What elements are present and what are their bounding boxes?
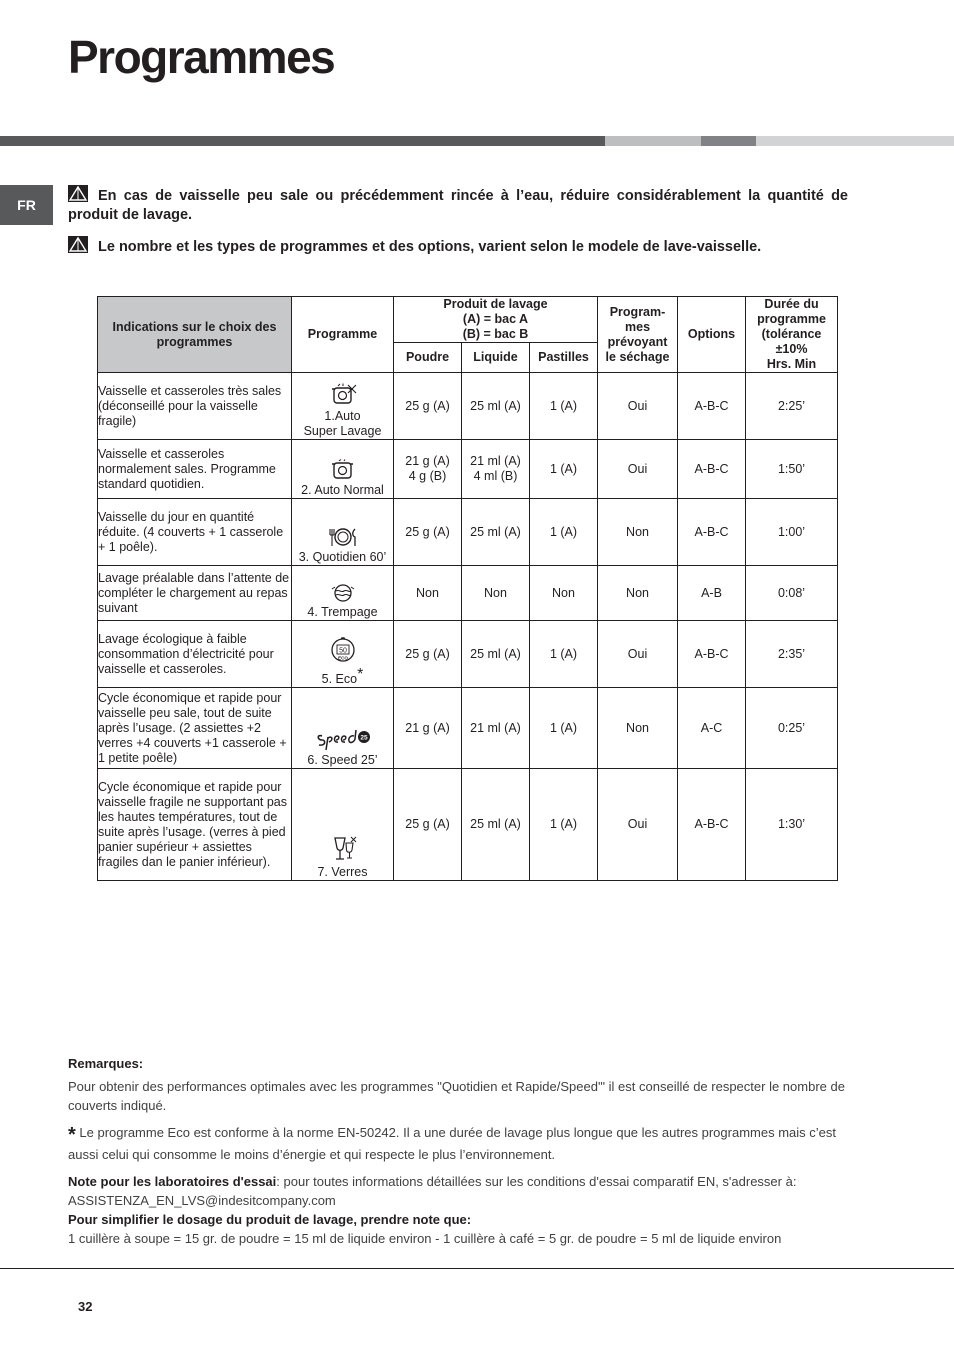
liquide-value: 21 ml (A) xyxy=(462,688,530,769)
programme-name: 7. Verres xyxy=(317,865,368,879)
header-duree-line: programme xyxy=(757,312,826,326)
soak-icon xyxy=(328,583,358,603)
header-produit-line: Produit de lavage xyxy=(443,297,548,311)
duree-value: 2:35’ xyxy=(746,621,838,688)
options-value: A-B-C xyxy=(678,499,746,566)
header-duree-line: ±10% xyxy=(775,342,808,356)
dosage-title: Pour simplifier le dosage du produit de lavage, prendre note que: xyxy=(68,1212,472,1227)
row-programme xyxy=(292,499,394,566)
liquide-value-line: 4 ml (B) xyxy=(473,469,518,483)
options-value: A-B-C xyxy=(678,440,746,499)
programme-name: 4. Trempage xyxy=(307,605,378,619)
row-description: Vaisselle du jour en quantité réduite. (4 couverts + 1 casserole + 1 poêle). xyxy=(98,499,292,566)
header-produit-line: (A) = bac A xyxy=(462,312,529,326)
options-value: A-B-C xyxy=(678,373,746,440)
dosage-text: 1 cuillère à soupe = 15 gr. de poudre = 15 ml de liquide environ - 1 cuillère à café = 5 gr. de poudre = 5 ml de liquide environ xyxy=(68,1231,782,1246)
options-value: A-C xyxy=(678,688,746,769)
programme-name: 2. Auto Normal xyxy=(301,483,384,497)
warning-note xyxy=(68,236,848,257)
poudre-value: 25 g (A) xyxy=(394,621,462,688)
row-programme xyxy=(292,566,394,621)
table-row xyxy=(98,688,838,769)
liquide-value: Non xyxy=(462,566,530,621)
table-row xyxy=(98,499,838,566)
header-duree-line: Durée du xyxy=(764,297,819,311)
liquide-value: 25 ml (A) xyxy=(462,499,530,566)
pastilles-value: Non xyxy=(530,566,598,621)
programme-name: 6. Speed 25’ xyxy=(307,753,378,767)
options-value: A-B-C xyxy=(678,621,746,688)
header-duree-line: Hrs. Min xyxy=(766,357,817,371)
pastilles-value: 1 (A) xyxy=(530,373,598,440)
poudre-value: 25 g (A) xyxy=(394,373,462,440)
header-bar-mid xyxy=(701,136,756,146)
header-pastilles: Pastilles xyxy=(530,343,598,373)
sechage-value: Non xyxy=(598,688,678,769)
pastilles-value: 1 (A) xyxy=(530,621,598,688)
sechage-value: Oui xyxy=(598,621,678,688)
duree-value: 1:30’ xyxy=(746,769,838,881)
footnote-star: * xyxy=(68,1124,76,1146)
page-title: Programmes xyxy=(68,31,335,83)
remarks-title: Remarques: xyxy=(68,1056,144,1071)
header-options: Options xyxy=(678,297,746,373)
row-description: Cycle économique et rapide pour vaisselle peu sale, tout de suite après l’usage. (2 assiettes +2 verres +4 couverts +1 casserole + 1 petite poêle) xyxy=(98,688,292,769)
remarks-paragraph: Pour obtenir des performances optimales avec les programmes "Quotidien et Rapide/Speed'" il est conseillé de respecter le nombre de couverts indiqué. xyxy=(68,1079,845,1113)
lab-note-label: Note pour les laboratoires d'essai xyxy=(68,1174,277,1189)
page-number: 32 xyxy=(78,1299,93,1314)
svg-text:ECO: ECO xyxy=(337,655,348,661)
liquide-value: 25 ml (A) xyxy=(462,621,530,688)
header-bar-light xyxy=(605,136,701,146)
header-duree-line: (tolérance xyxy=(761,327,822,341)
lab-note-text: : pour toutes informations détaillées sur les conditions d'essai comparatif EN, s'adresser à: ASSISTENZA_EN_LVS@indesitcompany.com xyxy=(68,1174,797,1208)
header-sechage-line: mes xyxy=(625,319,651,334)
header-produit xyxy=(394,297,598,343)
liquide-value xyxy=(462,440,530,499)
row-description: Vaisselle et casseroles normalement sales. Programme standard quotidien. xyxy=(98,440,292,499)
header-bar-pale xyxy=(756,136,954,146)
eco-note-star: * xyxy=(357,666,364,683)
duree-value: 0:08’ xyxy=(746,566,838,621)
eco-footnote xyxy=(68,1123,868,1164)
svg-text:25: 25 xyxy=(359,734,368,742)
poudre-value-line: 4 g (B) xyxy=(408,469,447,483)
duree-value: 1:00’ xyxy=(746,499,838,566)
row-description: Vaisselle et casseroles très sales (déconseillé pour la vaisselle fragile) xyxy=(98,373,292,440)
language-tab: FR xyxy=(0,185,53,225)
programme-name: 5. Eco xyxy=(321,672,358,686)
pastilles-value: 1 (A) xyxy=(530,440,598,499)
warning-triangle-icon xyxy=(68,236,88,253)
duree-value: 1:50’ xyxy=(746,440,838,499)
pastilles-value: 1 (A) xyxy=(530,688,598,769)
programmes-table xyxy=(97,296,838,881)
options-value: A-B xyxy=(678,566,746,621)
table-row xyxy=(98,621,838,688)
svg-text:50: 50 xyxy=(338,647,347,655)
warning-text: En cas de vaisselle peu sale ou précédemment rincée à l’eau, réduire considérablement la quantité de produit de lavage. xyxy=(68,188,848,223)
row-programme xyxy=(292,621,394,688)
row-description: Cycle économique et rapide pour vaisselle fragile ne supportant pas les hautes températures, tout de suite après l’usage. (verres à pied panier supérieur + assiettes fragiles dan le panier inférieur). xyxy=(98,769,292,881)
pastilles-value: 1 (A) xyxy=(530,499,598,566)
sechage-value: Oui xyxy=(598,373,678,440)
warning-note xyxy=(68,185,848,225)
header-bar-dark xyxy=(0,136,605,146)
sechage-value: Oui xyxy=(598,769,678,881)
header-produit-line: (B) = bac B xyxy=(462,327,529,341)
row-description: Lavage écologique à faible consommation d’électricité pour vaisselle et casseroles. xyxy=(98,621,292,688)
header-sechage-line: prévoyant xyxy=(607,334,668,349)
pastilles-value: 1 (A) xyxy=(530,769,598,881)
liquide-value: 25 ml (A) xyxy=(462,769,530,881)
auto-normal-icon xyxy=(328,459,358,481)
row-programme xyxy=(292,440,394,499)
poudre-value: 21 g (A) xyxy=(394,688,462,769)
poudre-value: 25 g (A) xyxy=(394,499,462,566)
row-description: Lavage préalable dans l’attente de compléter le chargement au repas suivant xyxy=(98,566,292,621)
duree-value: 0:25’ xyxy=(746,688,838,769)
row-programme xyxy=(292,373,394,440)
programme-name: Super Lavage xyxy=(303,424,382,438)
programme-name: 3. Quotidien 60’ xyxy=(298,550,387,564)
speed-25-icon xyxy=(314,727,372,751)
header-duree xyxy=(746,297,838,373)
header-poudre: Poudre xyxy=(394,343,462,373)
warning-text: Le nombre et les types de programmes et des options, varient selon le modele de lave-vaisselle. xyxy=(98,239,762,255)
header-sechage-line: le séchage xyxy=(605,349,670,364)
sechage-value: Non xyxy=(598,566,678,621)
poudre-value: Non xyxy=(394,566,462,621)
header-programme: Programme xyxy=(292,297,394,373)
sechage-value: Oui xyxy=(598,440,678,499)
table-row xyxy=(98,566,838,621)
warning-triangle-icon xyxy=(68,185,88,202)
liquide-value-line: 21 ml (A) xyxy=(470,454,521,468)
glasses-icon xyxy=(328,835,358,863)
remarks-section xyxy=(68,1054,868,1248)
header-indications: Indications sur le choix des programmes xyxy=(98,297,292,373)
table-row xyxy=(98,373,838,440)
eco-50-icon xyxy=(330,635,356,665)
header-sechage-line: Program- xyxy=(609,304,666,319)
lab-note xyxy=(68,1172,868,1210)
table-row xyxy=(98,440,838,499)
daily-plate-icon xyxy=(327,526,359,548)
poudre-value-line: 21 g (A) xyxy=(405,454,450,468)
row-programme xyxy=(292,769,394,881)
header-liquide: Liquide xyxy=(462,343,530,373)
row-programme xyxy=(292,688,394,769)
sechage-value: Non xyxy=(598,499,678,566)
auto-super-wash-icon xyxy=(328,383,358,407)
poudre-value xyxy=(394,440,462,499)
duree-value: 2:25’ xyxy=(746,373,838,440)
options-value: A-B-C xyxy=(678,769,746,881)
poudre-value: 25 g (A) xyxy=(394,769,462,881)
footer-divider xyxy=(0,1268,954,1269)
programme-name: 1.Auto xyxy=(324,409,361,423)
table-row xyxy=(98,769,838,881)
liquide-value: 25 ml (A) xyxy=(462,373,530,440)
eco-footnote-text: Le programme Eco est conforme à la norme EN-50242. Il a une durée de lavage plus longue que les autres programmes mais c’est aussi celui qui consomme le moins d’énergie et qui respecte le plus l’environnement. xyxy=(68,1125,836,1162)
header-sechage xyxy=(598,297,678,373)
